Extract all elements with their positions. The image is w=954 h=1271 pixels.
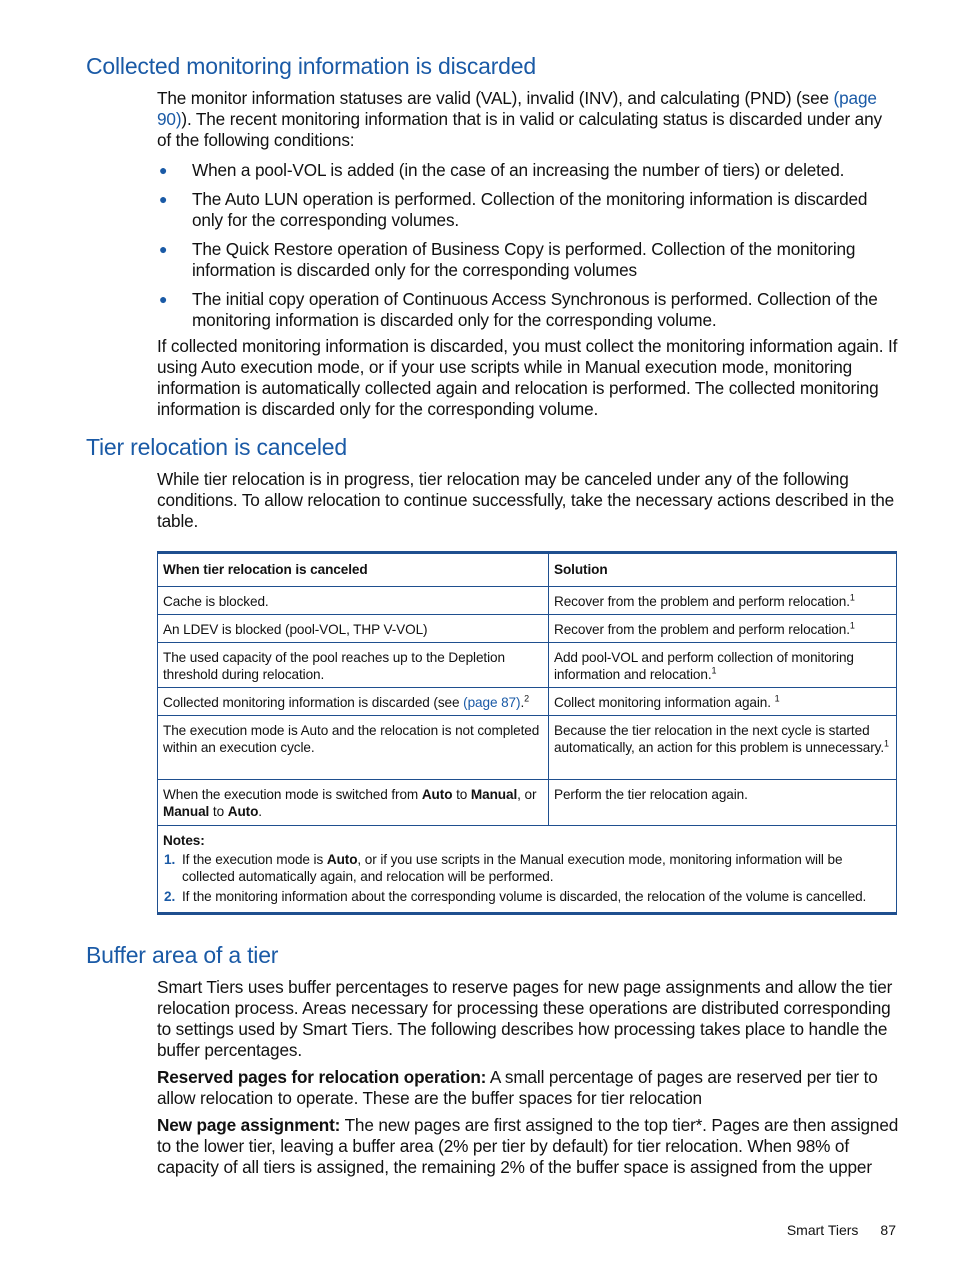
reserved-pages-label: Reserved pages for relocation operation: (157, 1067, 487, 1087)
footnote-ref: 1 (849, 620, 855, 631)
bullet-icon: ● (159, 291, 168, 307)
mode-auto: Auto (227, 804, 259, 819)
page-87-link[interactable]: (page 87) (463, 695, 521, 710)
page-footer (787, 1222, 896, 1238)
cancel-conditions-table (157, 551, 897, 915)
cell-when (158, 780, 549, 826)
note-text: If the monitoring information about the corresponding volume is discarded, the relocation of the volume is cancelled. (182, 889, 867, 904)
table-notes-row (158, 826, 897, 914)
cell-solution (549, 643, 897, 688)
cell-when: The execution mode is Auto and the relocation is not completed within an execution cycle. (158, 716, 549, 780)
when-text: Collected monitoring information is discarded (see (163, 695, 464, 710)
note-item (163, 851, 892, 885)
note-text: If the execution mode is (182, 852, 327, 867)
table-row (158, 643, 897, 688)
mode-auto: Auto (421, 787, 453, 802)
solution-text: Collect monitoring information again. (554, 695, 775, 710)
when-text: to (452, 787, 471, 802)
section-heading-collected-monitoring: Collected monitoring information is discarded (86, 53, 536, 79)
intro-text-cont: ). The recent monitoring information that is in valid or calculating status is discarded under any of the following conditions: (157, 109, 882, 150)
new-page-paragraph (157, 1115, 899, 1178)
bullet-icon: ● (159, 191, 168, 207)
list-item-text: The initial copy operation of Continuous Access Synchronous is performed. Collection of the monitoring information is discarded only for the corresponding volume. (192, 289, 878, 330)
solution-text: Recover from the problem and perform relocation. (554, 594, 850, 609)
cell-when: Cache is blocked. (158, 587, 549, 615)
conditions-list (157, 160, 899, 339)
bullet-icon: ● (159, 241, 168, 257)
cell-solution (549, 587, 897, 615)
section2-intro: While tier relocation is in progress, tier relocation may be canceled under any of the following conditions. To allow relocation to continue successfully, take the necessary actions described in the table. (157, 469, 895, 531)
footnote-ref: 2 (524, 693, 530, 704)
cell-when: The used capacity of the pool reaches up to the Depletion threshold during relocation. (158, 643, 549, 688)
mode-auto: Auto (326, 852, 358, 867)
table-header-row (158, 553, 897, 587)
bullet-icon: ● (159, 162, 168, 178)
notes-list (163, 851, 892, 905)
solution-text: Because the tier relocation in the next cycle is started automatically, an action for this problem is unnecessary. (554, 723, 885, 755)
section-heading-tier-relocation: Tier relocation is canceled (86, 434, 347, 460)
section1-closing: If collected monitoring information is discarded, you must collect the monitoring information again. If using Auto execution mode, or if your use scripts while in Manual execution mode, monitoring information is automatically collected again and relocation is performed. The collected monitoring information is discarded only for the corresponding volume. (157, 336, 898, 419)
list-item-text: The Quick Restore operation of Business Copy is performed. Collection of the monitoring information is discarded only for the corresponding volumes (192, 239, 856, 280)
section-heading-buffer-area: Buffer area of a tier (86, 942, 279, 968)
solution-text: Add pool-VOL and perform collection of monitoring information and relocation. (554, 650, 854, 682)
cell-solution: Perform the tier relocation again. (549, 780, 897, 826)
section1-intro (157, 88, 899, 151)
footnote-ref: 1 (774, 693, 780, 704)
cell-when (158, 688, 549, 716)
cell-when: An LDEV is blocked (pool-VOL, THP V-VOL) (158, 615, 549, 643)
note-item (163, 888, 892, 905)
when-text: When the execution mode is switched from (163, 787, 422, 802)
list-item (157, 189, 899, 231)
section3-intro: Smart Tiers uses buffer percentages to reserve pages for new page assignments and allow the tier relocation process. Areas necessary for processing these operations are distributed corresponding to settings used by Smart Tiers. The following describes how processing takes place to handle the buffer percentages. (157, 977, 893, 1060)
notes-cell (158, 826, 897, 914)
note-number: 2. (164, 889, 176, 904)
table-row (158, 615, 897, 643)
new-page-text: The new pages are first assigned to the top tier*. Pages are then assigned to the lower tier, leaving a buffer area (2% per tier by default) for tier relocation. When 98% of capacity of all tiers is assigned, the remaining 2% of the buffer space is assigned from the upper (157, 1115, 899, 1177)
table-row (158, 780, 897, 826)
footer-section-name: Smart Tiers (786, 1222, 859, 1238)
when-text: to (209, 804, 228, 819)
solution-text: Recover from the problem and perform relocation. (554, 622, 850, 637)
table-row (158, 716, 897, 780)
footnote-ref: 1 (849, 592, 855, 603)
when-text-end: . (520, 695, 525, 710)
footnote-ref: 1 (884, 738, 889, 749)
reserved-pages-text: A small percentage of pages are reserved per tier to allow relocation to operate. These are the buffer spaces for tier relocation (157, 1067, 878, 1108)
when-text: , or (517, 787, 537, 802)
mode-manual: Manual (163, 804, 210, 819)
note-text: , or if you use scripts in the Manual execution mode, monitoring information will be collected automatically again, and relocation will be performed. (182, 852, 843, 884)
table-row (158, 587, 897, 615)
list-item (157, 160, 899, 181)
cell-solution (549, 615, 897, 643)
list-item-text: The Auto LUN operation is performed. Collection of the monitoring information is discarded only for the corresponding volumes. (192, 189, 868, 230)
list-item-text: When a pool-VOL is added (in the case of an increasing the number of tiers) or deleted. (192, 160, 845, 180)
cell-solution (549, 716, 897, 780)
list-item (157, 289, 899, 331)
new-page-label: New page assignment: (157, 1115, 341, 1135)
col-header-solution: Solution (549, 553, 897, 587)
footnote-ref: 1 (711, 665, 717, 676)
cell-solution (549, 688, 897, 716)
mode-manual: Manual (470, 787, 518, 802)
when-text: . (258, 804, 262, 819)
intro-text: The monitor information statuses are valid (VAL), invalid (INV), and calculating (PND) (see (157, 88, 829, 108)
page-90-link[interactable]: (page 90) (157, 88, 877, 129)
page-number: 87 (880, 1222, 896, 1238)
table-row (158, 688, 897, 716)
col-header-when: When tier relocation is canceled (158, 553, 549, 587)
note-number: 1. (164, 852, 176, 867)
reserved-pages-paragraph (157, 1067, 899, 1109)
notes-title: Notes: (163, 833, 205, 848)
list-item (157, 239, 899, 281)
